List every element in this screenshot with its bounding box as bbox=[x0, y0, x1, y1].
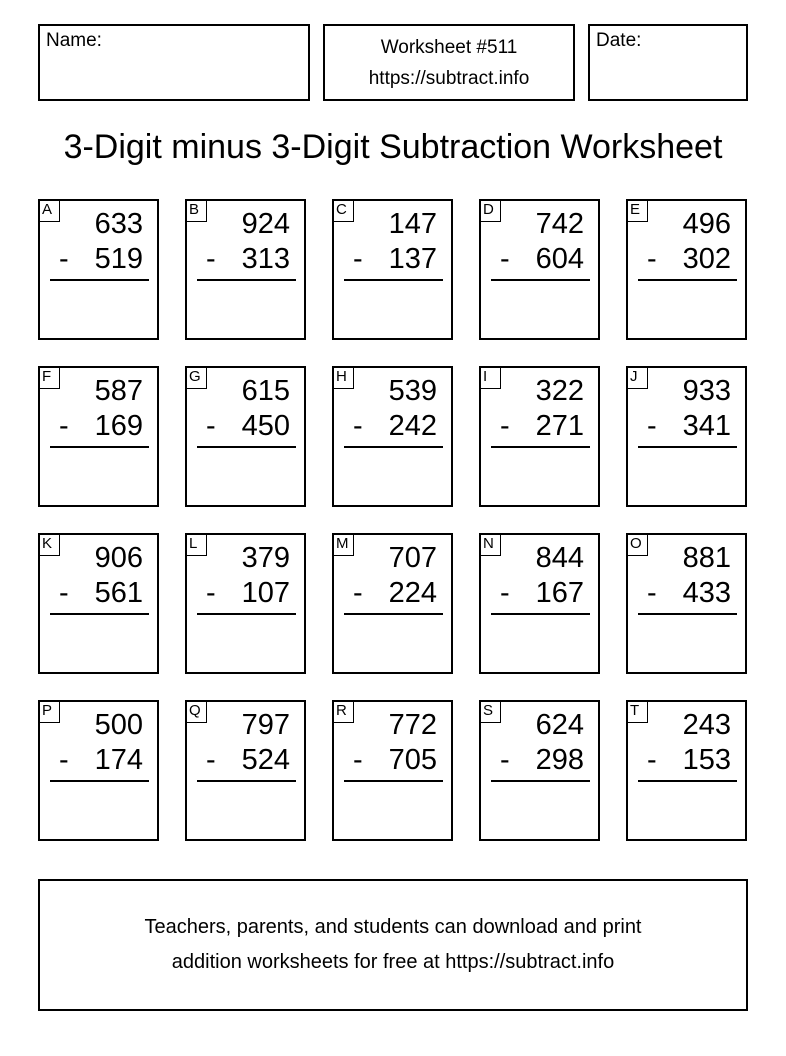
minus-sign: - bbox=[59, 577, 69, 609]
problem-letter: T bbox=[626, 700, 648, 723]
minus-sign: - bbox=[353, 410, 363, 442]
worksheet-url: https://subtract.info bbox=[368, 68, 530, 89]
problem-box[interactable] bbox=[479, 533, 600, 674]
minus-sign: - bbox=[206, 243, 216, 275]
minuend: 379 bbox=[241, 542, 290, 574]
problem-box[interactable] bbox=[479, 199, 600, 340]
footer-text-line2: addition worksheets for free at https://subtract.info bbox=[171, 951, 615, 973]
subtrahend: 524 bbox=[241, 744, 290, 776]
minuend: 707 bbox=[388, 542, 437, 574]
subtrahend: 705 bbox=[388, 744, 437, 776]
problem-box[interactable] bbox=[626, 700, 747, 841]
answer-line bbox=[50, 613, 149, 615]
problem-letter: L bbox=[185, 533, 207, 556]
minus-sign: - bbox=[59, 744, 69, 776]
problem-box[interactable] bbox=[479, 366, 600, 507]
problem-box[interactable] bbox=[332, 366, 453, 507]
subtrahend: 107 bbox=[241, 577, 290, 609]
subtrahend: 169 bbox=[94, 410, 143, 442]
footer-text-line1: Teachers, parents, and students can download and print bbox=[144, 916, 642, 938]
problem-letter: F bbox=[38, 366, 60, 389]
subtrahend: 450 bbox=[241, 410, 290, 442]
problem-box[interactable] bbox=[38, 199, 159, 340]
subtrahend: 561 bbox=[94, 577, 143, 609]
problem-box[interactable] bbox=[38, 533, 159, 674]
answer-line bbox=[50, 279, 149, 281]
problem-box[interactable] bbox=[185, 366, 306, 507]
minus-sign: - bbox=[647, 577, 657, 609]
answer-line bbox=[638, 613, 737, 615]
subtrahend: 313 bbox=[241, 243, 290, 275]
minuend: 496 bbox=[682, 208, 731, 240]
problem-letter: N bbox=[479, 533, 501, 556]
problem-box[interactable] bbox=[38, 366, 159, 507]
date-label: Date: bbox=[596, 30, 642, 51]
subtrahend: 242 bbox=[388, 410, 437, 442]
answer-line bbox=[197, 780, 296, 782]
problem-box[interactable] bbox=[626, 366, 747, 507]
minus-sign: - bbox=[647, 410, 657, 442]
minuend: 500 bbox=[94, 709, 143, 741]
problem-box[interactable] bbox=[185, 700, 306, 841]
minuend: 797 bbox=[241, 709, 290, 741]
problem-box[interactable] bbox=[332, 533, 453, 674]
minuend: 147 bbox=[388, 208, 437, 240]
minuend: 924 bbox=[241, 208, 290, 240]
date-field[interactable] bbox=[588, 24, 748, 101]
answer-line bbox=[344, 279, 443, 281]
problem-letter: E bbox=[626, 199, 648, 222]
minuend: 539 bbox=[388, 375, 437, 407]
answer-line bbox=[50, 780, 149, 782]
answer-line bbox=[638, 446, 737, 448]
problem-letter: J bbox=[626, 366, 648, 389]
answer-line bbox=[50, 446, 149, 448]
problem-letter: P bbox=[38, 700, 60, 723]
problem-letter: C bbox=[332, 199, 354, 222]
minus-sign: - bbox=[59, 410, 69, 442]
minus-sign: - bbox=[59, 243, 69, 275]
minuend: 844 bbox=[535, 542, 584, 574]
answer-line bbox=[491, 279, 590, 281]
minus-sign: - bbox=[647, 744, 657, 776]
subtrahend: 519 bbox=[94, 243, 143, 275]
minuend: 906 bbox=[94, 542, 143, 574]
minuend: 742 bbox=[535, 208, 584, 240]
minuend: 587 bbox=[94, 375, 143, 407]
problem-letter: R bbox=[332, 700, 354, 723]
problem-letter: I bbox=[479, 366, 501, 389]
minuend: 881 bbox=[682, 542, 731, 574]
minus-sign: - bbox=[500, 744, 510, 776]
minus-sign: - bbox=[500, 410, 510, 442]
subtrahend: 224 bbox=[388, 577, 437, 609]
minuend: 322 bbox=[535, 375, 584, 407]
problem-letter: H bbox=[332, 366, 354, 389]
answer-line bbox=[197, 279, 296, 281]
answer-line bbox=[638, 780, 737, 782]
problem-box[interactable] bbox=[626, 199, 747, 340]
problem-box[interactable] bbox=[332, 700, 453, 841]
problem-box[interactable] bbox=[626, 533, 747, 674]
minuend: 243 bbox=[682, 709, 731, 741]
subtrahend: 341 bbox=[682, 410, 731, 442]
problem-letter: B bbox=[185, 199, 207, 222]
page-title: 3-Digit minus 3-Digit Subtraction Worksheet bbox=[63, 128, 723, 166]
subtrahend: 153 bbox=[682, 744, 731, 776]
answer-line bbox=[344, 780, 443, 782]
minuend: 933 bbox=[682, 375, 731, 407]
problem-letter: A bbox=[38, 199, 60, 222]
answer-line bbox=[491, 780, 590, 782]
subtrahend: 137 bbox=[388, 243, 437, 275]
problem-letter: G bbox=[185, 366, 207, 389]
subtrahend: 433 bbox=[682, 577, 731, 609]
minus-sign: - bbox=[353, 577, 363, 609]
minus-sign: - bbox=[500, 577, 510, 609]
answer-line bbox=[491, 613, 590, 615]
minus-sign: - bbox=[206, 577, 216, 609]
minuend: 772 bbox=[388, 709, 437, 741]
subtrahend: 298 bbox=[535, 744, 584, 776]
minus-sign: - bbox=[353, 243, 363, 275]
answer-line bbox=[197, 446, 296, 448]
footer-box bbox=[38, 879, 748, 1011]
minus-sign: - bbox=[206, 410, 216, 442]
minus-sign: - bbox=[500, 243, 510, 275]
answer-line bbox=[491, 446, 590, 448]
problem-letter: D bbox=[479, 199, 501, 222]
answer-line bbox=[638, 279, 737, 281]
subtrahend: 174 bbox=[94, 744, 143, 776]
problem-box[interactable] bbox=[332, 199, 453, 340]
name-field[interactable] bbox=[38, 24, 310, 101]
problem-letter: Q bbox=[185, 700, 207, 723]
problem-box[interactable] bbox=[479, 700, 600, 841]
subtrahend: 302 bbox=[682, 243, 731, 275]
problem-letter: M bbox=[332, 533, 354, 556]
problem-box[interactable] bbox=[38, 700, 159, 841]
minus-sign: - bbox=[206, 744, 216, 776]
subtrahend: 167 bbox=[535, 577, 584, 609]
problem-letter: K bbox=[38, 533, 60, 556]
answer-line bbox=[344, 446, 443, 448]
subtrahend: 271 bbox=[535, 410, 584, 442]
subtrahend: 604 bbox=[535, 243, 584, 275]
name-label: Name: bbox=[46, 30, 102, 51]
minus-sign: - bbox=[647, 243, 657, 275]
problem-box[interactable] bbox=[185, 533, 306, 674]
minuend: 624 bbox=[535, 709, 584, 741]
problem-box[interactable] bbox=[185, 199, 306, 340]
answer-line bbox=[344, 613, 443, 615]
worksheet-number: Worksheet #511 bbox=[380, 37, 518, 58]
answer-line bbox=[197, 613, 296, 615]
minuend: 633 bbox=[94, 208, 143, 240]
minus-sign: - bbox=[353, 744, 363, 776]
minuend: 615 bbox=[241, 375, 290, 407]
problem-letter: S bbox=[479, 700, 501, 723]
worksheet-info-box bbox=[323, 24, 575, 101]
problem-letter: O bbox=[626, 533, 648, 556]
